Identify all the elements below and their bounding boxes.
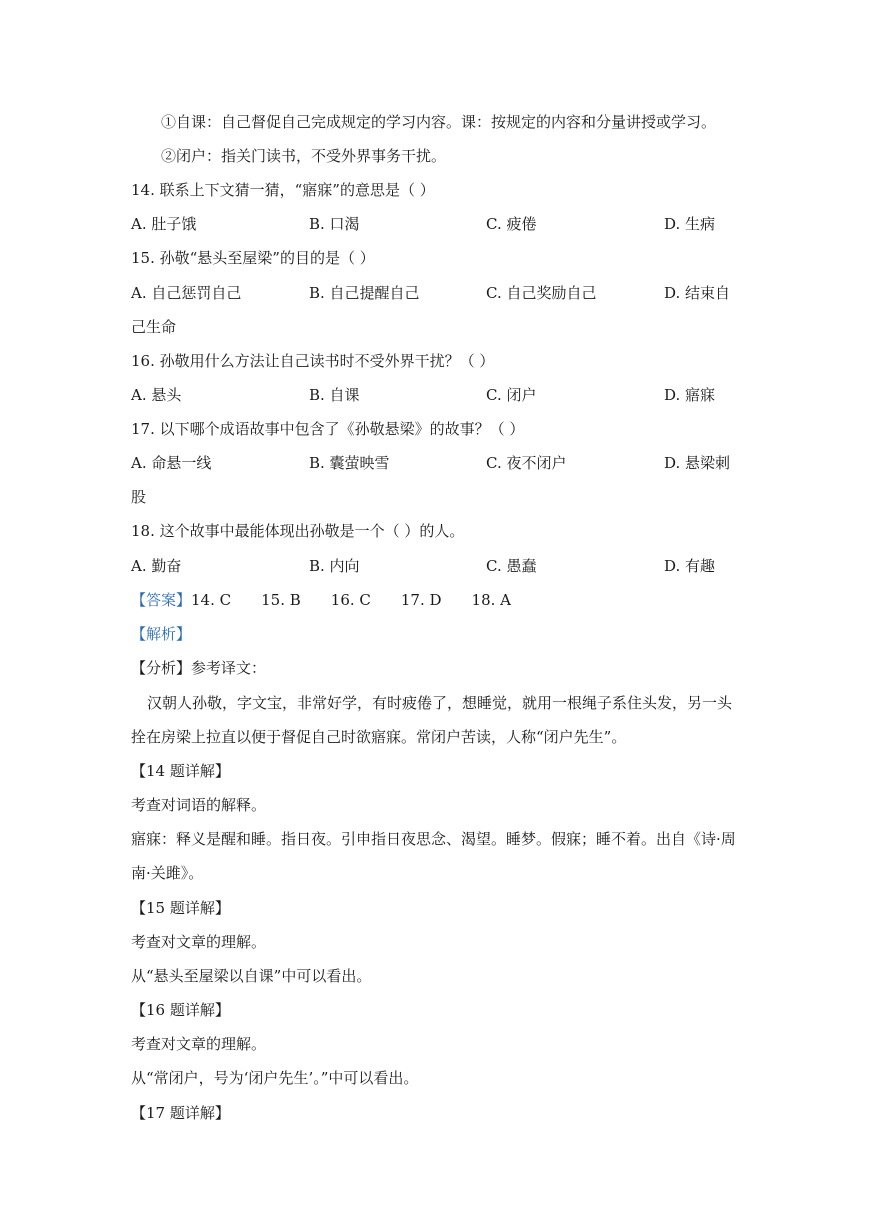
- question-16-option-a: A. 悬头: [131, 386, 182, 404]
- q15-detail-line-1: 考查对文章的理解。: [131, 933, 267, 951]
- answer-line: [131, 590, 541, 610]
- question-16-option-c: C. 闭户: [486, 386, 537, 404]
- question-17-stem: 17. 以下哪个成语故事中包含了《孙敬悬梁》的故事？（ ）: [131, 420, 525, 438]
- question-16-option-d: D. 寤寐: [664, 386, 716, 404]
- q14-detail-line-2: 寤寐：释义是醒和睡。指日夜。引申指日夜思念、渴望。睡梦。假寐；睡不着。出自《诗·周: [131, 830, 736, 848]
- question-15-option-a: A. 自己惩罚自己: [131, 284, 242, 302]
- question-18-option-c: C. 愚蠢: [486, 557, 537, 575]
- answer-item: 16. C: [330, 591, 371, 609]
- answer-label: 【答案】: [131, 591, 192, 609]
- question-16-stem: 16. 孙敬用什么方法让自己读书时不受外界干扰？（ ）: [131, 352, 495, 370]
- q16-detail-title: 【16 题详解】: [131, 1001, 230, 1019]
- analysis-intro: 【分析】参考译文：: [131, 659, 267, 677]
- note-bihu: ②闭户：指关门读书，不受外界事务干扰。: [161, 147, 447, 165]
- question-15-option-d: D. 结束自: [664, 284, 731, 302]
- question-15-stem: 15. 孙敬“悬头至屋梁”的目的是（ ）: [131, 249, 375, 267]
- question-14-option-d: D. 生病: [664, 215, 716, 233]
- question-14-option-a: A. 肚子饿: [131, 215, 197, 233]
- question-18-option-d: D. 有趣: [664, 557, 716, 575]
- question-17-option-d-wrap: 股: [131, 488, 147, 506]
- q14-detail-title: 【14 题详解】: [131, 762, 230, 780]
- question-14-option-b: B. 口渴: [309, 215, 360, 233]
- answer-item: 14. C: [191, 591, 232, 609]
- question-14-option-c: C. 疲倦: [486, 215, 537, 233]
- question-18-stem: 18. 这个故事中最能体现出孙敬是一个（ ）的人。: [131, 522, 465, 540]
- q15-detail-title: 【15 题详解】: [131, 899, 230, 917]
- question-15-option-b: B. 自己提醒自己: [309, 284, 420, 302]
- question-14-stem: 14. 联系上下文猜一猜，“寤寐”的意思是（ ）: [131, 181, 435, 199]
- note-zike: ①自课：自己督促自己完成规定的学习内容。课：按规定的内容和分量讲授或学习。: [161, 113, 717, 131]
- question-15-option-d-wrap: 己生命: [131, 318, 177, 336]
- translation-line-2: 拴在房梁上拉直以便于督促自己时欲寤寐。常闭户苦读，人称“闭户先生”。: [131, 728, 627, 746]
- answer-item: 18. A: [471, 591, 512, 609]
- question-17-option-b: B. 囊萤映雪: [309, 454, 390, 472]
- q14-detail-line-3: 南·关雎》。: [131, 864, 204, 882]
- question-15-option-c: C. 自己奖励自己: [486, 284, 597, 302]
- q16-detail-line-2: 从“常闭户，号为‘闭户先生’。”中可以看出。: [131, 1069, 419, 1087]
- question-16-option-b: B. 自课: [309, 386, 360, 404]
- answer-item: 15. B: [261, 591, 301, 609]
- question-18-option-a: A. 勤奋: [131, 557, 182, 575]
- question-18-option-b: B. 内向: [309, 557, 360, 575]
- question-17-option-c: C. 夜不闭户: [486, 454, 567, 472]
- question-17-option-d: D. 悬梁刺: [664, 454, 731, 472]
- q16-detail-line-1: 考查对文章的理解。: [131, 1035, 267, 1053]
- analysis-label: 【解析】: [131, 625, 192, 643]
- q17-detail-title: 【17 题详解】: [131, 1104, 230, 1122]
- q15-detail-line-2: 从“悬头至屋梁以自课”中可以看出。: [131, 967, 372, 985]
- answer-item: 17. D: [400, 591, 442, 609]
- translation-line-1: 汉朝人孙敬，字文宝，非常好学，有时疲倦了，想睡觉，就用一根绳子系住头发，另一头: [147, 694, 733, 712]
- q14-detail-line-1: 考查对词语的解释。: [131, 796, 267, 814]
- question-17-option-a: A. 命悬一线: [131, 454, 212, 472]
